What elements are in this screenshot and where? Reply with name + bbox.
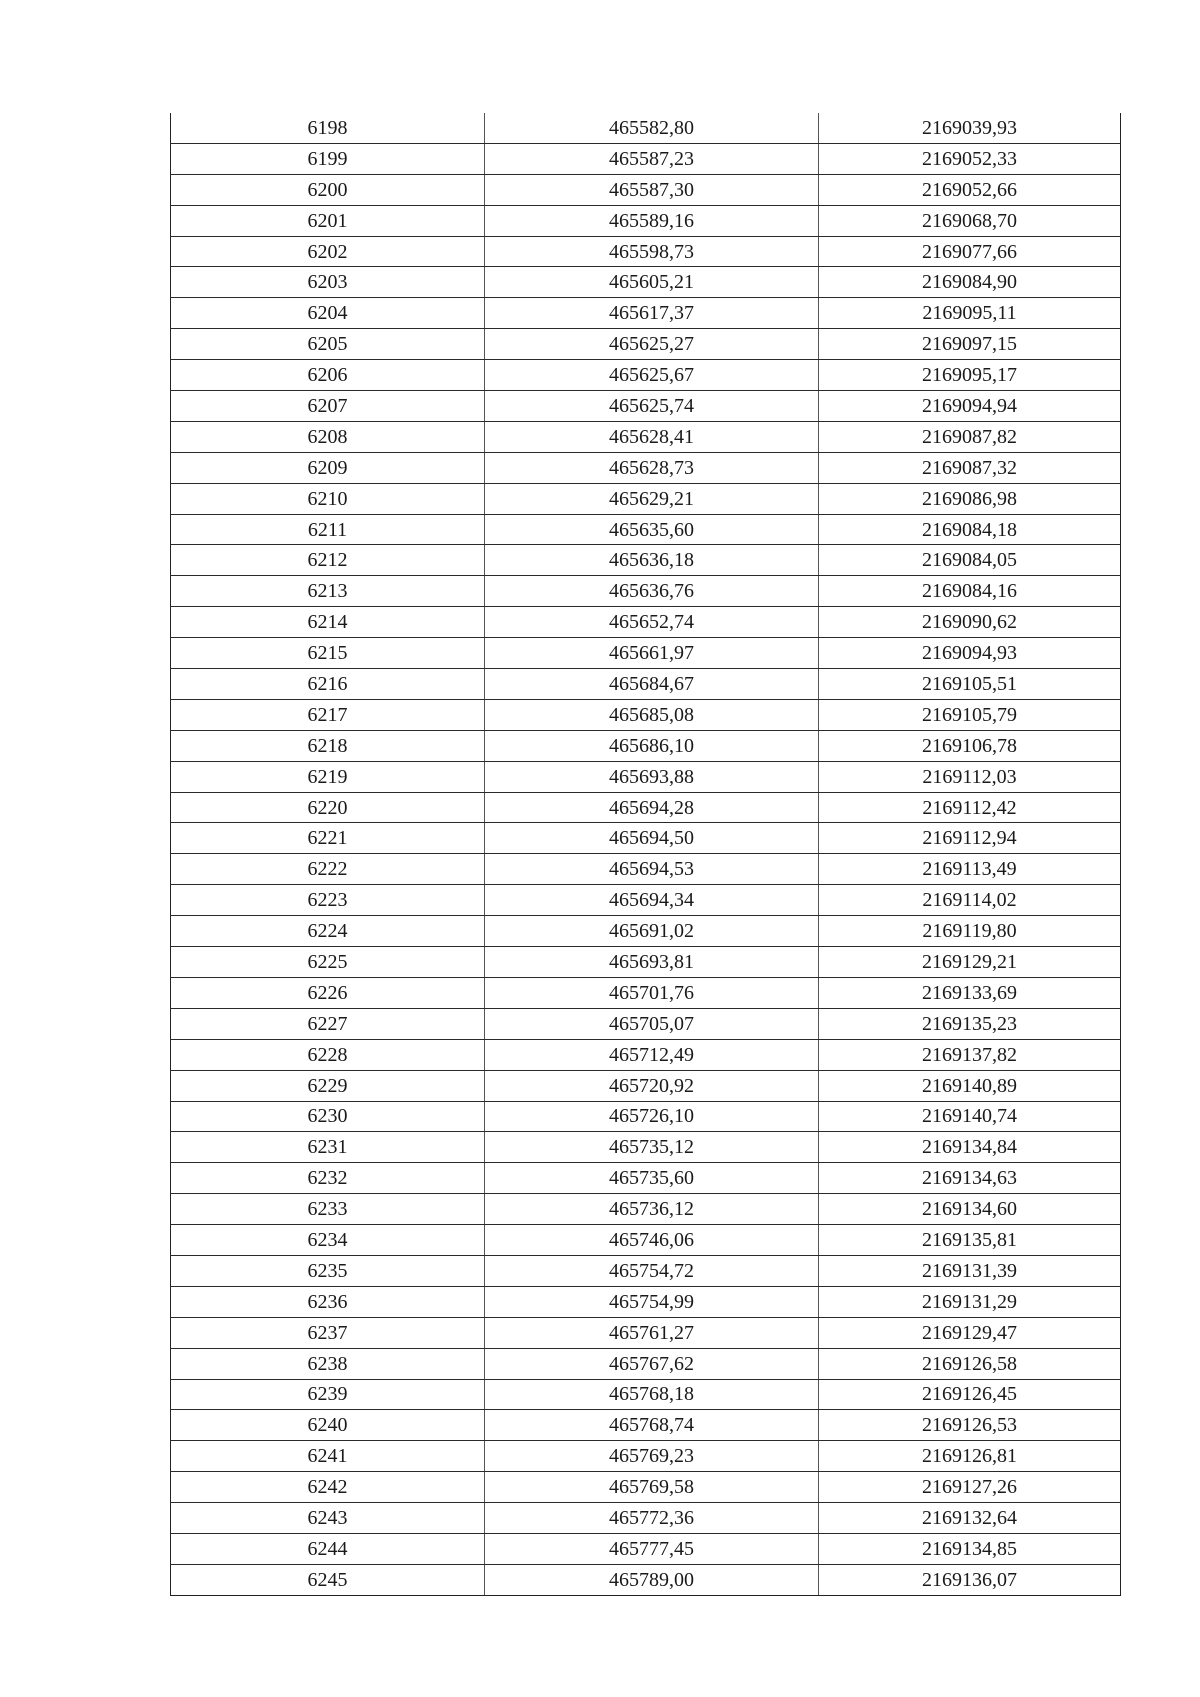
x-coordinate-cell: 465746,06 (485, 1225, 819, 1256)
y-coordinate-cell: 2169137,82 (819, 1039, 1121, 1070)
table-row (171, 977, 1121, 1008)
table-row (171, 1163, 1121, 1194)
y-coordinate-cell: 2169113,49 (819, 854, 1121, 885)
point-number-cell: 6229 (171, 1070, 485, 1101)
point-number-cell: 6222 (171, 854, 485, 885)
y-coordinate-cell: 2169094,94 (819, 391, 1121, 422)
x-coordinate-cell: 465582,80 (485, 113, 819, 143)
y-coordinate-cell: 2169052,66 (819, 174, 1121, 205)
point-number-cell: 6241 (171, 1441, 485, 1472)
point-number-cell: 6203 (171, 267, 485, 298)
x-coordinate-cell: 465720,92 (485, 1070, 819, 1101)
y-coordinate-cell: 2169136,07 (819, 1564, 1121, 1595)
table-row (171, 514, 1121, 545)
x-coordinate-cell: 465754,72 (485, 1255, 819, 1286)
x-coordinate-cell: 465754,99 (485, 1286, 819, 1317)
y-coordinate-cell: 2169134,63 (819, 1163, 1121, 1194)
point-number-cell: 6199 (171, 143, 485, 174)
y-coordinate-cell: 2169140,74 (819, 1101, 1121, 1132)
y-coordinate-cell: 2169135,81 (819, 1225, 1121, 1256)
point-number-cell: 6202 (171, 236, 485, 267)
y-coordinate-cell: 2169134,85 (819, 1533, 1121, 1564)
point-number-cell: 6244 (171, 1533, 485, 1564)
x-coordinate-cell: 465712,49 (485, 1039, 819, 1070)
y-coordinate-cell: 2169105,79 (819, 699, 1121, 730)
x-coordinate-cell: 465769,58 (485, 1472, 819, 1503)
y-coordinate-cell: 2169129,21 (819, 947, 1121, 978)
point-number-cell: 6245 (171, 1564, 485, 1595)
point-number-cell: 6218 (171, 730, 485, 761)
x-coordinate-cell: 465777,45 (485, 1533, 819, 1564)
table-row (171, 607, 1121, 638)
x-coordinate-cell: 465625,67 (485, 360, 819, 391)
x-coordinate-cell: 465768,18 (485, 1379, 819, 1410)
table-row (171, 1255, 1121, 1286)
point-number-cell: 6200 (171, 174, 485, 205)
point-number-cell: 6209 (171, 452, 485, 483)
point-number-cell: 6213 (171, 576, 485, 607)
x-coordinate-cell: 465686,10 (485, 730, 819, 761)
x-coordinate-cell: 465694,34 (485, 885, 819, 916)
x-coordinate-cell: 465587,30 (485, 174, 819, 205)
point-number-cell: 6211 (171, 514, 485, 545)
y-coordinate-cell: 2169105,51 (819, 669, 1121, 700)
table-row (171, 1008, 1121, 1039)
point-number-cell: 6234 (171, 1225, 485, 1256)
table-row (171, 1194, 1121, 1225)
point-number-cell: 6205 (171, 329, 485, 360)
point-number-cell: 6201 (171, 205, 485, 236)
x-coordinate-cell: 465694,28 (485, 792, 819, 823)
x-coordinate-cell: 465636,18 (485, 545, 819, 576)
point-number-cell: 6224 (171, 916, 485, 947)
table-row (171, 1039, 1121, 1070)
x-coordinate-cell: 465694,50 (485, 823, 819, 854)
table-row (171, 823, 1121, 854)
point-number-cell: 6214 (171, 607, 485, 638)
point-number-cell: 6242 (171, 1472, 485, 1503)
y-coordinate-cell: 2169131,29 (819, 1286, 1121, 1317)
y-coordinate-cell: 2169126,45 (819, 1379, 1121, 1410)
table-row (171, 236, 1121, 267)
table-row (171, 1533, 1121, 1564)
y-coordinate-cell: 2169077,66 (819, 236, 1121, 267)
point-number-cell: 6220 (171, 792, 485, 823)
y-coordinate-cell: 2169086,98 (819, 483, 1121, 514)
y-coordinate-cell: 2169131,39 (819, 1255, 1121, 1286)
point-number-cell: 6210 (171, 483, 485, 514)
x-coordinate-cell: 465693,81 (485, 947, 819, 978)
point-number-cell: 6233 (171, 1194, 485, 1225)
point-number-cell: 6217 (171, 699, 485, 730)
y-coordinate-cell: 2169087,32 (819, 452, 1121, 483)
point-number-cell: 6240 (171, 1410, 485, 1441)
point-number-cell: 6235 (171, 1255, 485, 1286)
coordinates-table (170, 113, 1121, 1596)
x-coordinate-cell: 465767,62 (485, 1348, 819, 1379)
x-coordinate-cell: 465735,12 (485, 1132, 819, 1163)
table-row (171, 113, 1121, 143)
y-coordinate-cell: 2169112,03 (819, 761, 1121, 792)
y-coordinate-cell: 2169039,93 (819, 113, 1121, 143)
table-row (171, 205, 1121, 236)
point-number-cell: 6237 (171, 1317, 485, 1348)
table-row (171, 421, 1121, 452)
y-coordinate-cell: 2169126,58 (819, 1348, 1121, 1379)
point-number-cell: 6212 (171, 545, 485, 576)
table-row (171, 916, 1121, 947)
y-coordinate-cell: 2169087,82 (819, 421, 1121, 452)
table-row (171, 452, 1121, 483)
y-coordinate-cell: 2169133,69 (819, 977, 1121, 1008)
x-coordinate-cell: 465705,07 (485, 1008, 819, 1039)
x-coordinate-cell: 465685,08 (485, 699, 819, 730)
x-coordinate-cell: 465789,00 (485, 1564, 819, 1595)
x-coordinate-cell: 465726,10 (485, 1101, 819, 1132)
x-coordinate-cell: 465684,67 (485, 669, 819, 700)
point-number-cell: 6236 (171, 1286, 485, 1317)
table-row (171, 1564, 1121, 1595)
x-coordinate-cell: 465652,74 (485, 607, 819, 638)
table-row (171, 947, 1121, 978)
table-row (171, 1472, 1121, 1503)
table-row (171, 360, 1121, 391)
x-coordinate-cell: 465691,02 (485, 916, 819, 947)
x-coordinate-cell: 465629,21 (485, 483, 819, 514)
table-row (171, 1441, 1121, 1472)
x-coordinate-cell: 465736,12 (485, 1194, 819, 1225)
table-row (171, 1379, 1121, 1410)
table-row (171, 1503, 1121, 1534)
table-row (171, 1410, 1121, 1441)
y-coordinate-cell: 2169095,11 (819, 298, 1121, 329)
x-coordinate-cell: 465768,74 (485, 1410, 819, 1441)
point-number-cell: 6243 (171, 1503, 485, 1534)
table-row (171, 1225, 1121, 1256)
table-row (171, 761, 1121, 792)
point-number-cell: 6238 (171, 1348, 485, 1379)
y-coordinate-cell: 2169112,42 (819, 792, 1121, 823)
y-coordinate-cell: 2169129,47 (819, 1317, 1121, 1348)
table-row (171, 699, 1121, 730)
table-row (171, 298, 1121, 329)
point-number-cell: 6198 (171, 113, 485, 143)
point-number-cell: 6232 (171, 1163, 485, 1194)
table-row (171, 1348, 1121, 1379)
x-coordinate-cell: 465769,23 (485, 1441, 819, 1472)
y-coordinate-cell: 2169094,93 (819, 638, 1121, 669)
x-coordinate-cell: 465605,21 (485, 267, 819, 298)
y-coordinate-cell: 2169126,53 (819, 1410, 1121, 1441)
x-coordinate-cell: 465625,74 (485, 391, 819, 422)
y-coordinate-cell: 2169084,90 (819, 267, 1121, 298)
x-coordinate-cell: 465589,16 (485, 205, 819, 236)
x-coordinate-cell: 465628,73 (485, 452, 819, 483)
table-row (171, 1070, 1121, 1101)
table-row (171, 143, 1121, 174)
point-number-cell: 6208 (171, 421, 485, 452)
point-number-cell: 6221 (171, 823, 485, 854)
table-row (171, 329, 1121, 360)
y-coordinate-cell: 2169119,80 (819, 916, 1121, 947)
table-row (171, 730, 1121, 761)
table-row (171, 792, 1121, 823)
table-row (171, 638, 1121, 669)
table-row (171, 854, 1121, 885)
point-number-cell: 6215 (171, 638, 485, 669)
point-number-cell: 6204 (171, 298, 485, 329)
table-row (171, 267, 1121, 298)
y-coordinate-cell: 2169084,18 (819, 514, 1121, 545)
y-coordinate-cell: 2169052,33 (819, 143, 1121, 174)
table-row (171, 1132, 1121, 1163)
x-coordinate-cell: 465701,76 (485, 977, 819, 1008)
x-coordinate-cell: 465735,60 (485, 1163, 819, 1194)
x-coordinate-cell: 465694,53 (485, 854, 819, 885)
point-number-cell: 6207 (171, 391, 485, 422)
y-coordinate-cell: 2169140,89 (819, 1070, 1121, 1101)
point-number-cell: 6239 (171, 1379, 485, 1410)
x-coordinate-cell: 465661,97 (485, 638, 819, 669)
coordinates-table-body (171, 113, 1121, 1595)
y-coordinate-cell: 2169084,16 (819, 576, 1121, 607)
y-coordinate-cell: 2169097,15 (819, 329, 1121, 360)
point-number-cell: 6206 (171, 360, 485, 391)
point-number-cell: 6230 (171, 1101, 485, 1132)
table-row (171, 174, 1121, 205)
point-number-cell: 6216 (171, 669, 485, 700)
y-coordinate-cell: 2169127,26 (819, 1472, 1121, 1503)
point-number-cell: 6225 (171, 947, 485, 978)
table-row (171, 545, 1121, 576)
point-number-cell: 6219 (171, 761, 485, 792)
y-coordinate-cell: 2169106,78 (819, 730, 1121, 761)
table-row (171, 1286, 1121, 1317)
x-coordinate-cell: 465693,88 (485, 761, 819, 792)
x-coordinate-cell: 465635,60 (485, 514, 819, 545)
x-coordinate-cell: 465598,73 (485, 236, 819, 267)
y-coordinate-cell: 2169126,81 (819, 1441, 1121, 1472)
point-number-cell: 6231 (171, 1132, 485, 1163)
x-coordinate-cell: 465636,76 (485, 576, 819, 607)
x-coordinate-cell: 465617,37 (485, 298, 819, 329)
x-coordinate-cell: 465625,27 (485, 329, 819, 360)
y-coordinate-cell: 2169112,94 (819, 823, 1121, 854)
table-row (171, 885, 1121, 916)
point-number-cell: 6226 (171, 977, 485, 1008)
y-coordinate-cell: 2169114,02 (819, 885, 1121, 916)
point-number-cell: 6228 (171, 1039, 485, 1070)
x-coordinate-cell: 465628,41 (485, 421, 819, 452)
x-coordinate-cell: 465587,23 (485, 143, 819, 174)
table-row (171, 483, 1121, 514)
y-coordinate-cell: 2169090,62 (819, 607, 1121, 638)
y-coordinate-cell: 2169135,23 (819, 1008, 1121, 1039)
y-coordinate-cell: 2169084,05 (819, 545, 1121, 576)
table-row (171, 391, 1121, 422)
x-coordinate-cell: 465772,36 (485, 1503, 819, 1534)
table-row (171, 1317, 1121, 1348)
table-row (171, 669, 1121, 700)
x-coordinate-cell: 465761,27 (485, 1317, 819, 1348)
point-number-cell: 6223 (171, 885, 485, 916)
y-coordinate-cell: 2169095,17 (819, 360, 1121, 391)
y-coordinate-cell: 2169134,84 (819, 1132, 1121, 1163)
table-row (171, 1101, 1121, 1132)
y-coordinate-cell: 2169068,70 (819, 205, 1121, 236)
y-coordinate-cell: 2169134,60 (819, 1194, 1121, 1225)
y-coordinate-cell: 2169132,64 (819, 1503, 1121, 1534)
table-row (171, 576, 1121, 607)
point-number-cell: 6227 (171, 1008, 485, 1039)
